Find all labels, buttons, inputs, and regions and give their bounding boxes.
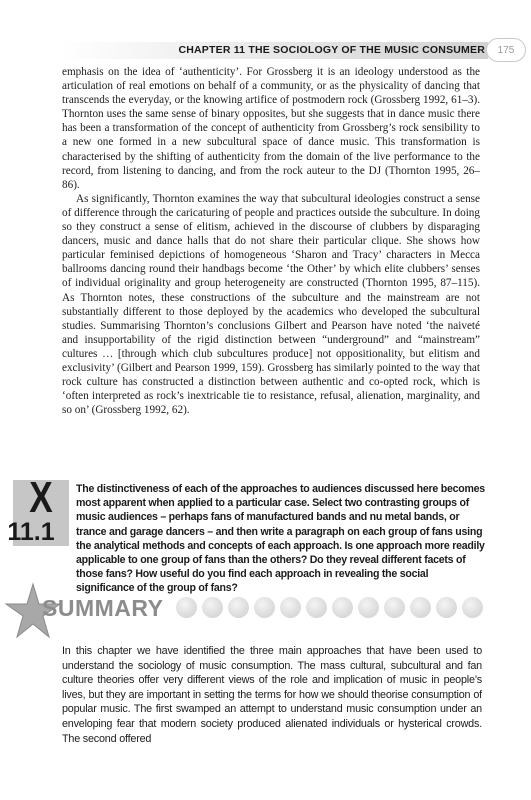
dot-decoration <box>306 597 327 618</box>
dot-decoration <box>254 597 275 618</box>
dot-decoration <box>332 597 353 618</box>
summary-title: SUMMARY <box>42 595 164 621</box>
dot-decoration <box>358 597 379 618</box>
body-paragraph: emphasis on the idea of ‘authenticity’. For Grossberg it is an ideology understood as the articulation of real emotions on behalf of a community, or as the physicality of dancing that transcends the everyday, or the knowing artifice of postmodern rock (Grossberg 1992, 61–3). Thornton uses the same sense of binary opposites, but she suggests that in dance music there has been a transformation of the concept of authenticity from Grossberg’s rock sensibility to a new one formed in a new subcultural space of dance music. This transformation is characterised by the shifting of authenticity from the domain of the live performance to the record, from listening to dancing, and from the rock auteur to the DJ (Thornton 1995, 26–86). <box>62 66 480 191</box>
body-text <box>62 65 480 417</box>
chapter-header: CHAPTER 11 THE SOCIOLOGY OF THE MUSIC CONSUMER <box>178 44 485 56</box>
dot-decoration <box>228 597 249 618</box>
dot-decoration <box>462 597 483 618</box>
exercise-letter: X <box>29 473 53 522</box>
decorative-dots <box>176 597 506 619</box>
exercise-number: 11.1 <box>7 518 55 546</box>
dot-decoration <box>436 597 457 618</box>
page-number: 175 <box>486 38 526 62</box>
body-paragraph: As significantly, Thornton examines the way that subcultural ideologies construct a sense of difference through the caricaturing of people and practices outside the subculture. In doing so they construct a sense of elitism, achieved in the discourse of clubbers by disparaging dancers, music and dance halls that do not share their particular clique. She shows how particular feminised depictions of homogeneous ‘Sharon and Tracy’ characters in Mecca ballrooms dancing round their handbags become ‘the Other’ by which elite clubbers’ senses of individual originality and group heterogeneity are constructed (Thornton 1995, 87–115). As Thornton notes, these constructions of the subculture and the mainstream are not substantially different to those deployed by the academics who developed the subcultural studies. Summarising Thornton’s conclusions Gilbert and Pearson have noted ‘the naiveté and insupportability of the rigid distinction between “underground” and “mainstream” cultures … [through which club subcultures produce] not oppositionality, but elitism and exclusivity’ (Gilbert and Pearson 1999, 159). Grossberg has similarly pointed to the way that rock culture has constructed a distinction between authentic and co-opted rock, which is ‘often interpreted as rock’s inextricable tie to resistance, refusal, alienation, marginality, and so on’ (Grossberg 1992, 62). <box>62 192 480 417</box>
summary-text: In this chapter we have identified the three main approaches that have been used to understand the sociology of music consumption. The mass cultural, subcultural and fan culture theories offer very different views of the role and implication of music in people’s lives, but they are important in setting the terms for how we should theorise consumption of popular music. The first swamped an attempt to understand music consumption under an enveloping fear that modern society produced alienated individuals or hysterical crowds. The second offered <box>62 645 482 745</box>
dot-decoration <box>384 597 405 618</box>
exercise-text: The distinctiveness of each of the approaches to audiences discussed here becomes most apparent when applied to a particular case. Select two contrasting groups of music audiences – perhaps fans of manufactured bands and nu metal bands, or trance and garage dancers – and then write a paragraph on each group of fans using the analytical methods and concepts of each approach. Is one approach more readily applicable to one group of fans than the others? Do they reveal different facets of those fans? How useful do you find each approach in revealing the social significance of the group of fans? <box>76 483 485 595</box>
dot-decoration <box>176 597 197 618</box>
dot-decoration <box>410 597 431 618</box>
dot-decoration <box>280 597 301 618</box>
dot-decoration <box>202 597 223 618</box>
